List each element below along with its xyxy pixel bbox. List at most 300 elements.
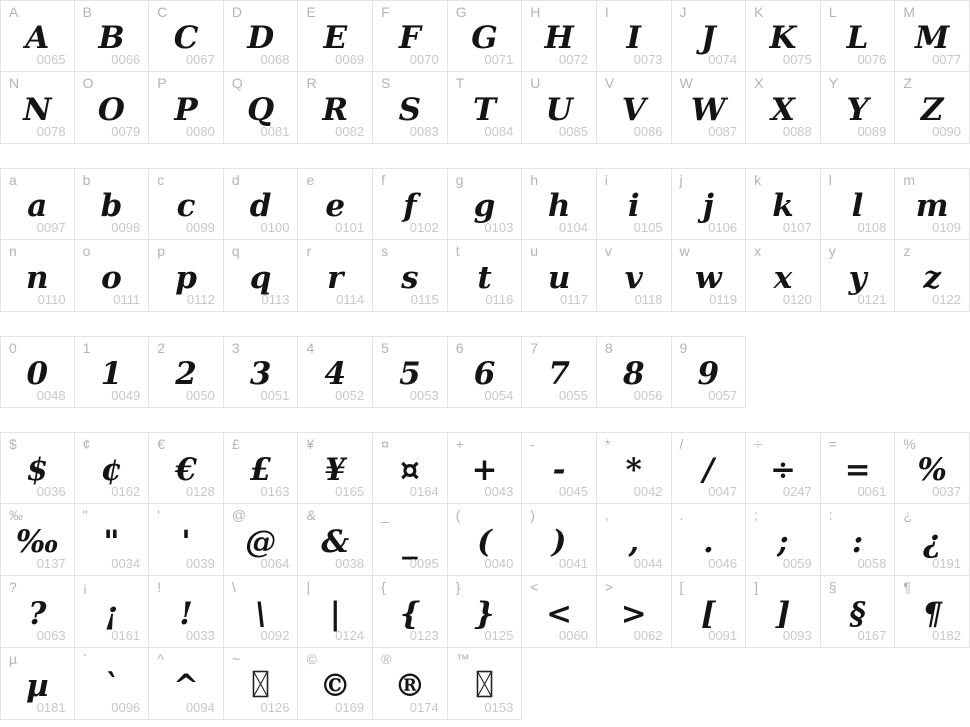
character-code: 0120 xyxy=(782,292,812,307)
character-code: 0097 xyxy=(36,220,66,235)
character-label: e xyxy=(306,172,315,188)
character-label: m xyxy=(903,172,916,188)
character-code: 0101 xyxy=(335,220,365,235)
character-code: 0128 xyxy=(185,484,215,499)
glyph-cell xyxy=(0,504,75,576)
glyph-preview: m xyxy=(915,188,949,224)
character-code: 0040 xyxy=(484,556,514,571)
character-label: D xyxy=(231,4,242,20)
glyph-cell xyxy=(746,576,821,648)
character-label: d xyxy=(231,172,240,188)
glyph-cell xyxy=(746,72,821,144)
glyph-cell xyxy=(298,72,373,144)
character-code: 0054 xyxy=(484,388,514,403)
character-code: 0081 xyxy=(260,124,290,139)
glyph-cell xyxy=(895,504,970,576)
character-code: 0062 xyxy=(633,628,663,643)
glyph-cell xyxy=(373,0,448,72)
notdef-box-icon xyxy=(476,670,493,698)
character-code: 0114 xyxy=(336,292,365,307)
character-code: 0165 xyxy=(335,484,365,499)
character-code: 0043 xyxy=(484,484,514,499)
glyph-preview: ? xyxy=(28,595,47,632)
glyph-preview: d xyxy=(249,188,272,224)
glyph-cell xyxy=(597,168,672,240)
glyph-preview: ' xyxy=(181,523,191,560)
character-label: j xyxy=(679,172,683,188)
glyph-preview: [ xyxy=(701,595,716,632)
character-code: 0078 xyxy=(36,124,66,139)
glyph-preview: 5 xyxy=(399,356,421,392)
glyph-preview: W xyxy=(690,91,726,128)
character-label: ¡ xyxy=(82,579,88,595)
character-label: [ xyxy=(679,579,684,595)
glyph-preview: t xyxy=(477,259,492,296)
glyph-cell xyxy=(672,168,747,240)
character-label: / xyxy=(679,436,684,452)
glyph-cell xyxy=(298,648,373,720)
character-code: 0137 xyxy=(36,556,66,571)
character-label: 9 xyxy=(679,340,688,356)
glyph-preview: i xyxy=(627,188,640,224)
glyph-preview: = xyxy=(844,452,871,488)
character-label: h xyxy=(530,172,539,188)
character-code: 0088 xyxy=(782,124,812,139)
character-code: 0082 xyxy=(335,124,365,139)
character-label: A xyxy=(9,4,19,20)
glyph-cell xyxy=(895,72,970,144)
glyph-cell xyxy=(224,72,299,144)
glyph-cell xyxy=(373,336,448,408)
glyph-cell xyxy=(149,72,224,144)
character-code: 0125 xyxy=(484,628,514,643)
character-label: ÷ xyxy=(754,436,762,452)
glyph-cell xyxy=(448,168,523,240)
character-code: 0104 xyxy=(559,220,588,235)
character-code: 0074 xyxy=(708,52,738,67)
glyph-preview: y xyxy=(848,259,867,296)
character-label: R xyxy=(306,75,317,91)
glyph-preview: T xyxy=(472,91,497,128)
character-label: w xyxy=(679,243,690,259)
glyph-preview: A xyxy=(25,20,50,56)
glyph-cell xyxy=(672,576,747,648)
glyph-cell xyxy=(448,72,523,144)
glyph-preview: X xyxy=(770,91,795,128)
glyph-cell xyxy=(895,240,970,312)
character-code: 0094 xyxy=(185,700,215,715)
glyph-preview: h xyxy=(547,188,571,224)
character-code: 0105 xyxy=(633,220,663,235)
glyph-preview: ¿ xyxy=(923,523,942,560)
character-code: 0083 xyxy=(409,124,439,139)
character-code: 0044 xyxy=(633,556,663,571)
glyph-cell xyxy=(373,432,448,504)
character-code: 0116 xyxy=(485,292,514,307)
glyph-cell xyxy=(75,168,150,240)
character-label: ] xyxy=(754,579,759,595)
uppercase-letters-block xyxy=(0,0,970,144)
glyph-cell xyxy=(746,432,821,504)
glyph-cell xyxy=(895,432,970,504)
character-code: 0084 xyxy=(484,124,514,139)
character-label: & xyxy=(306,507,316,523)
character-code: 0069 xyxy=(335,52,365,67)
character-label: ® xyxy=(381,651,392,667)
character-code: 0052 xyxy=(335,388,365,403)
glyph-preview: $ xyxy=(26,452,49,488)
glyph-preview: ¥ xyxy=(324,452,347,488)
glyph-cell xyxy=(75,648,150,720)
glyph-cell xyxy=(149,648,224,720)
character-code: 0036 xyxy=(36,484,66,499)
glyph-cell xyxy=(149,504,224,576)
lowercase-letters-block xyxy=(0,168,970,312)
character-label: 6 xyxy=(455,340,464,356)
character-code: 0046 xyxy=(708,556,738,571)
glyph-cell xyxy=(672,0,747,72)
glyph-cell xyxy=(298,504,373,576)
glyph-cell xyxy=(0,240,75,312)
glyph-preview: ÷ xyxy=(769,452,796,488)
glyph-preview: ¤ xyxy=(400,452,420,488)
glyph-preview: w xyxy=(694,259,722,296)
character-code: 0045 xyxy=(559,484,588,499)
glyph-preview: H xyxy=(544,20,574,56)
glyph-preview: Q xyxy=(247,91,275,128)
glyph-preview: ] xyxy=(775,595,791,632)
character-code: 0118 xyxy=(634,292,663,307)
character-code: 0112 xyxy=(186,292,215,307)
character-label: ¥ xyxy=(306,436,315,452)
glyph-preview: U xyxy=(545,91,573,128)
glyph-preview: G xyxy=(471,20,498,56)
glyph-preview: K xyxy=(769,20,797,56)
character-label: N xyxy=(9,75,20,91)
glyph-preview: V xyxy=(621,91,646,128)
character-label: ¢ xyxy=(82,436,91,452)
character-label: Q xyxy=(231,75,243,91)
character-code: 0247 xyxy=(782,484,812,499)
character-label: 4 xyxy=(306,340,315,356)
glyph-preview: C xyxy=(173,20,199,56)
glyph-cell xyxy=(821,432,896,504)
glyph-cell xyxy=(672,504,747,576)
glyph-cell xyxy=(522,0,597,72)
character-code: 0153 xyxy=(484,700,514,715)
glyph-preview: E xyxy=(323,20,348,56)
glyph-preview: ; xyxy=(777,523,789,560)
character-label: | xyxy=(306,579,311,595)
glyph-preview xyxy=(252,669,269,698)
character-label: k xyxy=(754,172,762,188)
character-code: 0117 xyxy=(559,292,588,307)
glyph-preview: 7 xyxy=(548,356,570,392)
character-code: 0049 xyxy=(111,388,141,403)
character-label: < xyxy=(530,579,539,595)
character-label: T xyxy=(455,75,465,91)
glyph-cell xyxy=(224,336,299,408)
glyph-cell xyxy=(448,0,523,72)
character-label: = xyxy=(828,436,837,452)
character-code: 0164 xyxy=(409,484,439,499)
character-code: 0085 xyxy=(559,124,588,139)
character-code: 0065 xyxy=(36,52,66,67)
glyph-preview: q xyxy=(249,259,272,296)
character-code: 0089 xyxy=(857,124,887,139)
glyph-preview: © xyxy=(319,667,351,704)
glyph-preview: j xyxy=(702,188,714,224)
character-label: 7 xyxy=(530,340,539,356)
glyph-cell xyxy=(821,240,896,312)
glyph-preview: ^ xyxy=(173,667,200,704)
character-code: 0191 xyxy=(932,556,961,571)
glyph-preview: n xyxy=(26,259,49,296)
character-code: 0181 xyxy=(36,700,66,715)
glyph-cell xyxy=(522,432,597,504)
glyph-preview: M xyxy=(915,20,950,56)
glyph-preview: _ xyxy=(402,523,418,560)
character-code: 0161 xyxy=(111,628,141,643)
glyph-preview: 6 xyxy=(473,356,496,392)
glyph-preview: § xyxy=(849,595,866,632)
glyph-preview: P xyxy=(174,91,198,128)
glyph-preview: € xyxy=(175,452,197,488)
character-label: a xyxy=(9,172,17,188)
character-code: 0076 xyxy=(857,52,887,67)
character-label: { xyxy=(381,579,386,595)
character-code: 0167 xyxy=(857,628,887,643)
character-label: ^ xyxy=(157,651,164,667)
character-code: 0047 xyxy=(708,484,738,499)
glyph-cell xyxy=(0,648,75,720)
character-code: 0075 xyxy=(782,52,812,67)
glyph-preview: S xyxy=(398,91,422,128)
glyph-preview: ` xyxy=(103,667,120,704)
glyph-cell xyxy=(0,576,75,648)
glyph-preview: a xyxy=(27,188,48,224)
glyph-cell xyxy=(821,576,896,648)
character-code: 0123 xyxy=(409,628,439,643)
character-label: Z xyxy=(903,75,912,91)
glyph-preview: ¶ xyxy=(922,595,943,632)
character-label: © xyxy=(306,651,317,667)
glyph-cell xyxy=(672,240,747,312)
glyph-cell xyxy=(75,336,150,408)
character-code: 0163 xyxy=(260,484,290,499)
character-code: 0063 xyxy=(36,628,66,643)
glyph-cell xyxy=(373,576,448,648)
glyph-cell xyxy=(821,168,896,240)
glyph-cell xyxy=(0,168,75,240)
character-label: q xyxy=(231,243,240,259)
glyph-preview: & xyxy=(321,523,350,560)
character-code: 0055 xyxy=(559,388,588,403)
character-code: 0124 xyxy=(335,628,365,643)
character-label: ) xyxy=(530,507,535,523)
character-label: 5 xyxy=(381,340,389,356)
character-label: $ xyxy=(9,436,17,452)
character-code: 0060 xyxy=(559,628,588,643)
glyph-preview: r xyxy=(327,259,344,296)
glyph-preview: \ xyxy=(254,595,267,632)
character-label: B xyxy=(82,4,92,20)
glyph-cell xyxy=(224,504,299,576)
glyph-cell xyxy=(75,0,150,72)
character-label: ! xyxy=(157,579,162,595)
character-label: p xyxy=(157,243,166,259)
character-label: 1 xyxy=(82,340,91,356)
glyph-cell xyxy=(0,336,75,408)
character-code: 0109 xyxy=(932,220,961,235)
character-label: K xyxy=(754,4,764,20)
character-code: 0169 xyxy=(335,700,365,715)
glyph-preview: g xyxy=(473,188,496,224)
character-code: 0071 xyxy=(484,52,514,67)
glyph-cell xyxy=(149,0,224,72)
glyph-cell xyxy=(373,168,448,240)
character-label: . xyxy=(679,507,684,523)
glyph-preview: 2 xyxy=(175,356,197,392)
character-code: 0068 xyxy=(260,52,290,67)
glyph-preview: µ xyxy=(25,667,49,704)
character-label: - xyxy=(530,436,535,452)
character-label: ‰ xyxy=(9,507,23,523)
character-code: 0057 xyxy=(708,388,738,403)
glyph-preview: , xyxy=(628,523,640,560)
character-code: 0093 xyxy=(782,628,812,643)
glyph-preview: N xyxy=(23,91,52,128)
glyph-preview: x xyxy=(773,259,793,296)
character-code: 0095 xyxy=(409,556,439,571)
character-label: ` xyxy=(82,651,88,667)
glyph-cell xyxy=(895,576,970,648)
glyph-preview: e xyxy=(325,188,346,224)
character-code: 0110 xyxy=(37,292,66,307)
glyph-cell xyxy=(672,336,747,408)
digits-block xyxy=(0,336,970,408)
character-code: 0099 xyxy=(185,220,215,235)
character-label: 0 xyxy=(9,340,17,356)
glyph-preview: u xyxy=(547,259,571,296)
punctuation-symbols-block xyxy=(0,432,970,720)
glyph-cell xyxy=(597,336,672,408)
character-code: 0050 xyxy=(185,388,215,403)
character-label: b xyxy=(82,172,91,188)
glyph-preview: k xyxy=(772,188,794,224)
character-code: 0064 xyxy=(260,556,290,571)
character-label: x xyxy=(754,243,762,259)
character-code: 0174 xyxy=(409,700,439,715)
character-label: v xyxy=(604,243,612,259)
character-label: H xyxy=(530,4,541,20)
glyph-cell xyxy=(224,0,299,72)
glyph-cell xyxy=(522,504,597,576)
character-code: 0098 xyxy=(111,220,141,235)
glyph-preview: / xyxy=(702,452,714,488)
glyph-preview: ¡ xyxy=(104,595,119,632)
character-label: 3 xyxy=(231,340,240,356)
character-code: 0100 xyxy=(260,220,290,235)
character-label: ( xyxy=(455,507,461,523)
character-code: 0086 xyxy=(633,124,663,139)
glyph-preview: @ xyxy=(245,523,277,560)
glyph-cell xyxy=(373,648,448,720)
glyph-cell xyxy=(448,240,523,312)
glyph-preview xyxy=(476,669,493,698)
glyph-preview: f xyxy=(403,188,417,224)
glyph-preview: < xyxy=(546,595,573,632)
glyph-cell xyxy=(149,336,224,408)
glyph-preview: p xyxy=(175,259,197,296)
glyph-preview: B xyxy=(98,20,125,56)
character-label: I xyxy=(604,4,609,20)
character-label: r xyxy=(306,243,312,259)
glyph-cell xyxy=(373,240,448,312)
character-code: 0061 xyxy=(857,484,887,499)
glyph-cell xyxy=(75,240,150,312)
character-label: ' xyxy=(157,507,160,523)
character-label: z xyxy=(903,243,911,259)
character-code: 0122 xyxy=(932,292,961,307)
glyph-preview: . xyxy=(702,523,714,560)
character-label: ¶ xyxy=(903,579,911,595)
notdef-box-icon xyxy=(252,670,269,698)
character-label: c xyxy=(157,172,165,188)
character-label: \ xyxy=(231,579,236,595)
glyph-cell xyxy=(672,432,747,504)
glyph-preview: - xyxy=(552,452,566,488)
character-code: 0108 xyxy=(857,220,887,235)
glyph-cell xyxy=(75,72,150,144)
glyph-cell xyxy=(522,576,597,648)
glyph-preview: 9 xyxy=(697,356,720,392)
character-label: g xyxy=(455,172,464,188)
character-code: 0119 xyxy=(709,292,738,307)
character-label: l xyxy=(828,172,832,188)
character-label: 8 xyxy=(604,340,613,356)
character-code: 0079 xyxy=(111,124,141,139)
glyph-cell xyxy=(298,0,373,72)
glyph-cell xyxy=(597,432,672,504)
character-label: Y xyxy=(828,75,839,91)
character-code: 0090 xyxy=(932,124,961,139)
character-code: 0037 xyxy=(932,484,961,499)
character-label: i xyxy=(604,172,609,188)
character-code: 0106 xyxy=(708,220,738,235)
character-label: t xyxy=(455,243,460,259)
character-code: 0033 xyxy=(185,628,215,643)
glyph-preview: Z xyxy=(920,91,944,128)
glyph-cell xyxy=(298,168,373,240)
glyph-cell xyxy=(522,168,597,240)
glyph-cell xyxy=(75,432,150,504)
character-code: 0041 xyxy=(559,556,588,571)
character-code: 0092 xyxy=(260,628,290,643)
character-code: 0121 xyxy=(857,292,887,307)
glyph-preview: } xyxy=(474,595,495,632)
glyph-cell xyxy=(895,0,970,72)
glyph-cell xyxy=(224,168,299,240)
character-label: 2 xyxy=(157,340,166,356)
character-code: 0038 xyxy=(335,556,365,571)
glyph-cell xyxy=(448,576,523,648)
character-code: 0103 xyxy=(484,220,514,235)
glyph-cell xyxy=(597,504,672,576)
character-code: 0162 xyxy=(111,484,141,499)
character-label: y xyxy=(828,243,836,259)
glyph-cell xyxy=(746,240,821,312)
